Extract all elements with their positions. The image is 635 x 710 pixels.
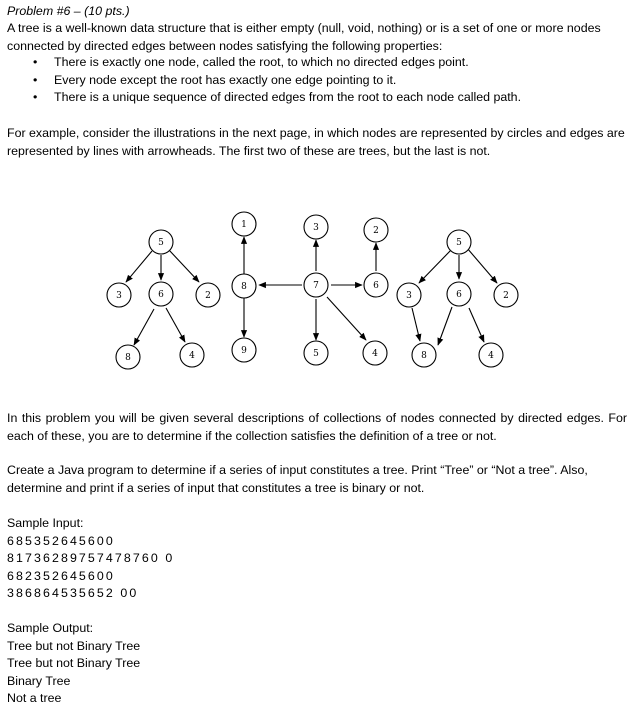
- tree-illustration: [0, 195, 635, 385]
- example-line: For example, consider the illustrations in the next page, in which nodes are represented by circles and edges are: [7, 126, 625, 140]
- sample-input-section: [7, 515, 627, 603]
- intro-paragraph: A tree is a well-known data structure that is either empty (null, void, nothing) or is a set of one or more nodes connected by directed edges between nodes satisfying the following properties:: [7, 21, 601, 53]
- node-label: 5: [158, 238, 164, 248]
- node-label: 4: [189, 351, 195, 361]
- property-item: • There is a unique sequence of directed edges from the root to each node called path.: [7, 89, 627, 107]
- property-item: • There is exactly one node, called the root, to which no directed edges point.: [7, 54, 627, 72]
- sample-input-line: 386864535652 00: [7, 586, 139, 600]
- node-label: 2: [373, 226, 379, 236]
- node-label: 3: [116, 291, 122, 301]
- node-label: 8: [421, 351, 427, 361]
- node-label: 7: [313, 281, 319, 291]
- node-label: 6: [456, 290, 462, 300]
- sample-input-line: 682352645600: [7, 568, 115, 583]
- example-line: represented by lines with arrowheads. The first two of these are trees, but the last is not.: [7, 143, 491, 158]
- sample-output-label: Sample Output:: [7, 621, 94, 635]
- sample-output-line: Binary Tree: [7, 673, 71, 688]
- node-label: 5: [456, 238, 462, 248]
- sample-input-label: Sample Input:: [7, 516, 84, 530]
- node-label: 2: [503, 291, 509, 301]
- node-label: 8: [241, 282, 247, 292]
- sample-input-line: 81736289757478760 0: [7, 551, 175, 565]
- node-label: 6: [158, 290, 164, 300]
- property-item: • Every node except the root has exactly one edge pointing to it.: [7, 72, 627, 90]
- sample-output-line: Not a tree: [7, 691, 62, 705]
- node-label: 3: [406, 291, 412, 301]
- sample-output-line: Tree but not Binary Tree: [7, 656, 141, 670]
- node-label: 6: [373, 281, 379, 291]
- node-label: 4: [488, 351, 494, 361]
- example-paragraph: [7, 125, 627, 160]
- node-label: 1: [241, 220, 247, 230]
- task-paragraph: Create a Java program to determine if a series of input constitutes a tree. Print “Tree” or “Not a tree”. Also, determine and print if a series of input that constitutes a tree is binary or not.: [7, 463, 588, 495]
- node-label: 9: [241, 346, 247, 356]
- problem-description: In this problem you will be given several descriptions of collections of nodes connected by directed edges. For each of these, you are to determine if the collection satisfies the definition of a tree or not.: [7, 411, 627, 443]
- problem-title: Problem #6 – (10 pts.): [7, 4, 130, 18]
- node-label: 2: [205, 291, 211, 301]
- node-label: 5: [313, 349, 319, 359]
- sample-output-section: [7, 620, 627, 708]
- sample-input-line: 685352645600: [7, 533, 115, 548]
- node-label: 4: [372, 349, 378, 359]
- node-label: 8: [125, 353, 131, 363]
- node-label: 3: [313, 223, 319, 233]
- tree-properties-list: [7, 54, 627, 107]
- sample-output-line: Tree but not Binary Tree: [7, 638, 141, 653]
